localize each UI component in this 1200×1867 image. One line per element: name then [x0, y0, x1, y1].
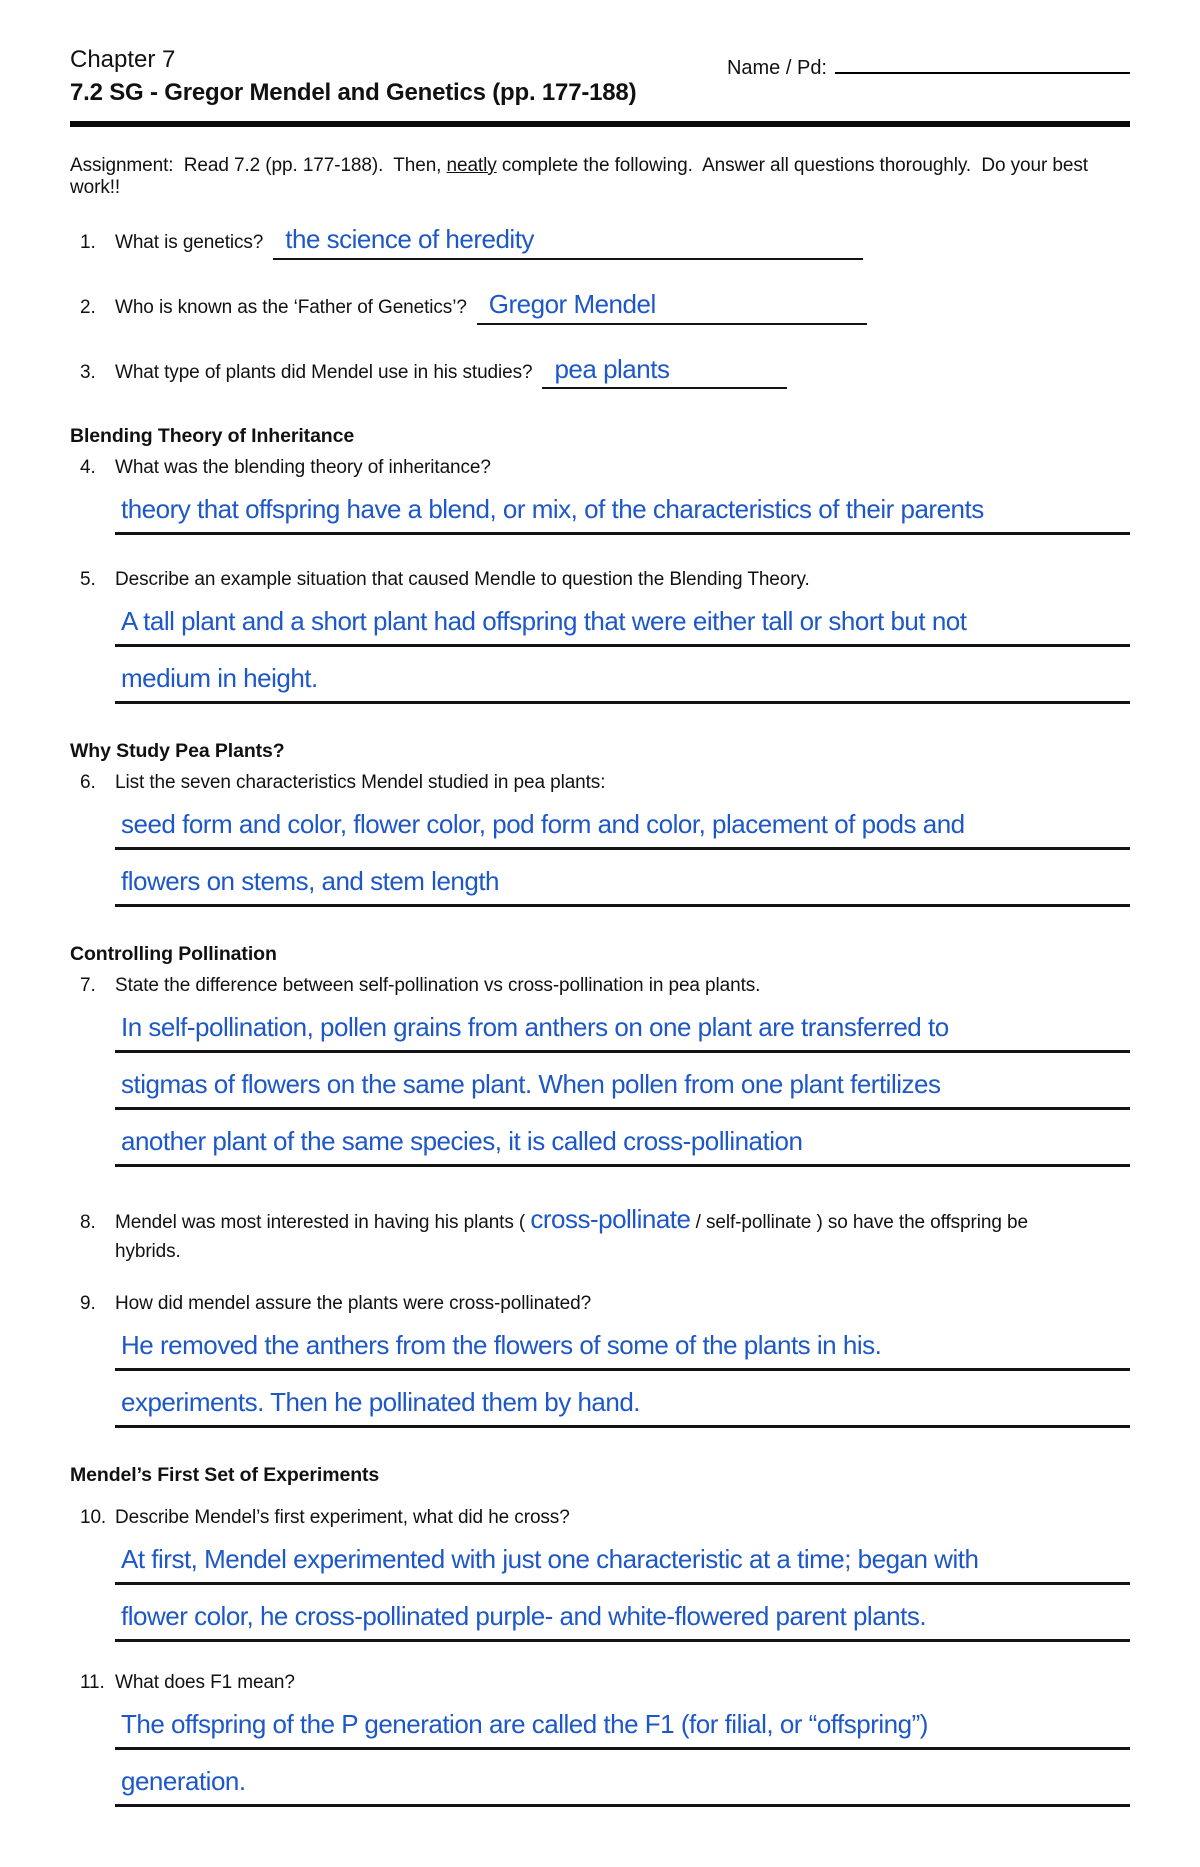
question-9	[70, 1293, 1130, 1315]
name-pd-field	[727, 54, 1130, 80]
question-2	[70, 290, 1130, 325]
question-7-answer-line-1	[115, 1011, 1130, 1053]
question-3-answer-line	[542, 355, 787, 390]
question-6	[70, 772, 1130, 794]
question-3-number: 3.	[80, 361, 96, 383]
question-1-answer-line	[273, 225, 863, 260]
assignment-text-after: complete the following. Answer all questions thoroughly. Do your best work!!	[70, 154, 1094, 198]
document-header	[70, 46, 1130, 107]
question-10-answer-2: flower color, he cross-pollinated purple- and white-flowered parent plants.	[121, 1601, 927, 1632]
question-3-answer: pea plants	[554, 353, 670, 384]
question-11-answer-line-2	[115, 1765, 1130, 1807]
question-2-answer-line	[477, 290, 867, 325]
name-pd-label: Name / Pd:	[726, 57, 827, 79]
question-1-answer: the science of heredity	[285, 223, 534, 254]
question-7-text: State the difference between self-pollination vs cross-pollination in pea plants.	[115, 974, 761, 996]
question-3	[70, 355, 1130, 390]
question-11-answer-line-1	[115, 1708, 1130, 1750]
question-4-text: What was the blending theory of inheritance?	[115, 457, 491, 479]
question-10	[70, 1507, 1130, 1529]
question-7-answer-3: another plant of the same species, it is called cross-pollination	[121, 1125, 803, 1156]
question-5-answer-line-1	[115, 605, 1130, 647]
question-5-number: 5.	[80, 569, 96, 591]
header-left	[70, 46, 636, 107]
question-1	[70, 225, 1130, 260]
assignment-text-before: Assignment: Read 7.2 (pp. 177-188). Then,	[70, 154, 447, 176]
question-1-text: What is genetics?	[115, 231, 264, 253]
question-6-answer-1: seed form and color, flower color, pod form and color, placement of pods and	[121, 809, 965, 840]
question-9-number: 9.	[80, 1293, 96, 1315]
question-5-answer-line-2	[115, 662, 1130, 704]
section-heading-blending-theory: Blending Theory of Inheritance	[70, 425, 355, 448]
section-heading-why-pea-plants: Why Study Pea Plants?	[70, 740, 285, 763]
question-5	[70, 569, 1130, 591]
question-8-line-2: hybrids.	[115, 1241, 181, 1263]
question-10-answer-line-2	[115, 1600, 1130, 1642]
section-heading-controlling-pollination: Controlling Pollination	[70, 942, 277, 965]
question-6-number: 6.	[80, 772, 96, 794]
question-7-answer-line-3	[115, 1125, 1130, 1167]
question-11-answer-2: generation.	[121, 1765, 246, 1796]
question-3-text: What type of plants did Mendel use in his studies?	[115, 361, 533, 383]
question-1-number: 1.	[80, 231, 96, 253]
question-6-answer-2: flowers on stems, and stem length	[121, 866, 500, 897]
question-10-text: Describe Mendel’s first experiment, what did he cross?	[115, 1507, 570, 1529]
question-10-answer-line-1	[115, 1543, 1130, 1585]
header-divider-rule	[70, 121, 1130, 127]
question-9-answer-1: He removed the anthers from the flowers of some of the plants in his.	[121, 1330, 882, 1361]
question-10-answer-1: At first, Mendel experimented with just one characteristic at a time; began with	[121, 1544, 979, 1575]
question-11	[70, 1672, 1130, 1694]
section-heading-first-experiments: Mendel’s First Set of Experiments	[70, 1464, 380, 1487]
chapter-label: Chapter 7	[70, 46, 176, 73]
question-8-line-1	[115, 1205, 1130, 1235]
question-8-selected-choice: cross-pollinate	[530, 1203, 691, 1234]
question-9-text: How did mendel assure the plants were cross-pollinated?	[115, 1293, 592, 1315]
question-4-number: 4.	[80, 457, 96, 479]
question-7-answer-1: In self-pollination, pollen grains from anthers on one plant are transferred to	[121, 1011, 949, 1042]
question-2-number: 2.	[80, 296, 96, 318]
question-10-number: 10.	[80, 1507, 107, 1529]
question-9-answer-2: experiments. Then he pollinated them by hand.	[121, 1387, 641, 1418]
question-5-text: Describe an example situation that caused Mendle to question the Blending Theory.	[115, 569, 810, 591]
question-6-answer-line-1	[115, 808, 1130, 850]
question-8-number: 8.	[80, 1211, 96, 1233]
page-title: 7.2 SG - Gregor Mendel and Genetics (pp. 177-188)	[70, 78, 637, 106]
question-8	[70, 1205, 1130, 1264]
question-7-answer-line-2	[115, 1068, 1130, 1110]
question-11-answer-1: The offspring of the P generation are called the F1 (for filial, or “offspring”)	[121, 1709, 928, 1740]
question-4	[70, 457, 1130, 479]
question-7-answer-2: stigmas of flowers on the same plant. When pollen from one plant fertilizes	[121, 1068, 941, 1099]
question-11-number: 11.	[80, 1672, 105, 1694]
question-6-answer-line-2	[115, 865, 1130, 907]
question-7-number: 7.	[80, 974, 96, 996]
question-4-answer-line-1	[115, 493, 1130, 535]
question-5-answer-2: medium in height.	[121, 663, 318, 694]
question-2-answer: Gregor Mendel	[488, 288, 656, 319]
question-5-answer-1: A tall plant and a short plant had offspring that were either tall or short but not	[121, 606, 967, 637]
name-pd-blank-line	[835, 54, 1130, 74]
question-2-text: Who is known as the ‘Father of Genetics’?	[115, 296, 467, 318]
question-9-answer-line-1	[115, 1329, 1130, 1371]
question-8-text-before-choice: Mendel was most interested in having his plants (	[115, 1211, 531, 1233]
question-7	[70, 975, 1130, 997]
assignment-instructions	[70, 155, 1130, 199]
question-8-text-after-choice: / self-pollinate ) so have the offspring be	[690, 1211, 1028, 1233]
question-11-text: What does F1 mean?	[115, 1672, 295, 1694]
question-4-answer-1: theory that offspring have a blend, or mix, of the characteristics of their parents	[121, 494, 984, 525]
question-8-body	[115, 1205, 1130, 1264]
assignment-underlined-word: neatly	[446, 154, 497, 176]
question-6-text: List the seven characteristics Mendel studied in pea plants:	[115, 772, 606, 794]
question-9-answer-line-2	[115, 1386, 1130, 1428]
